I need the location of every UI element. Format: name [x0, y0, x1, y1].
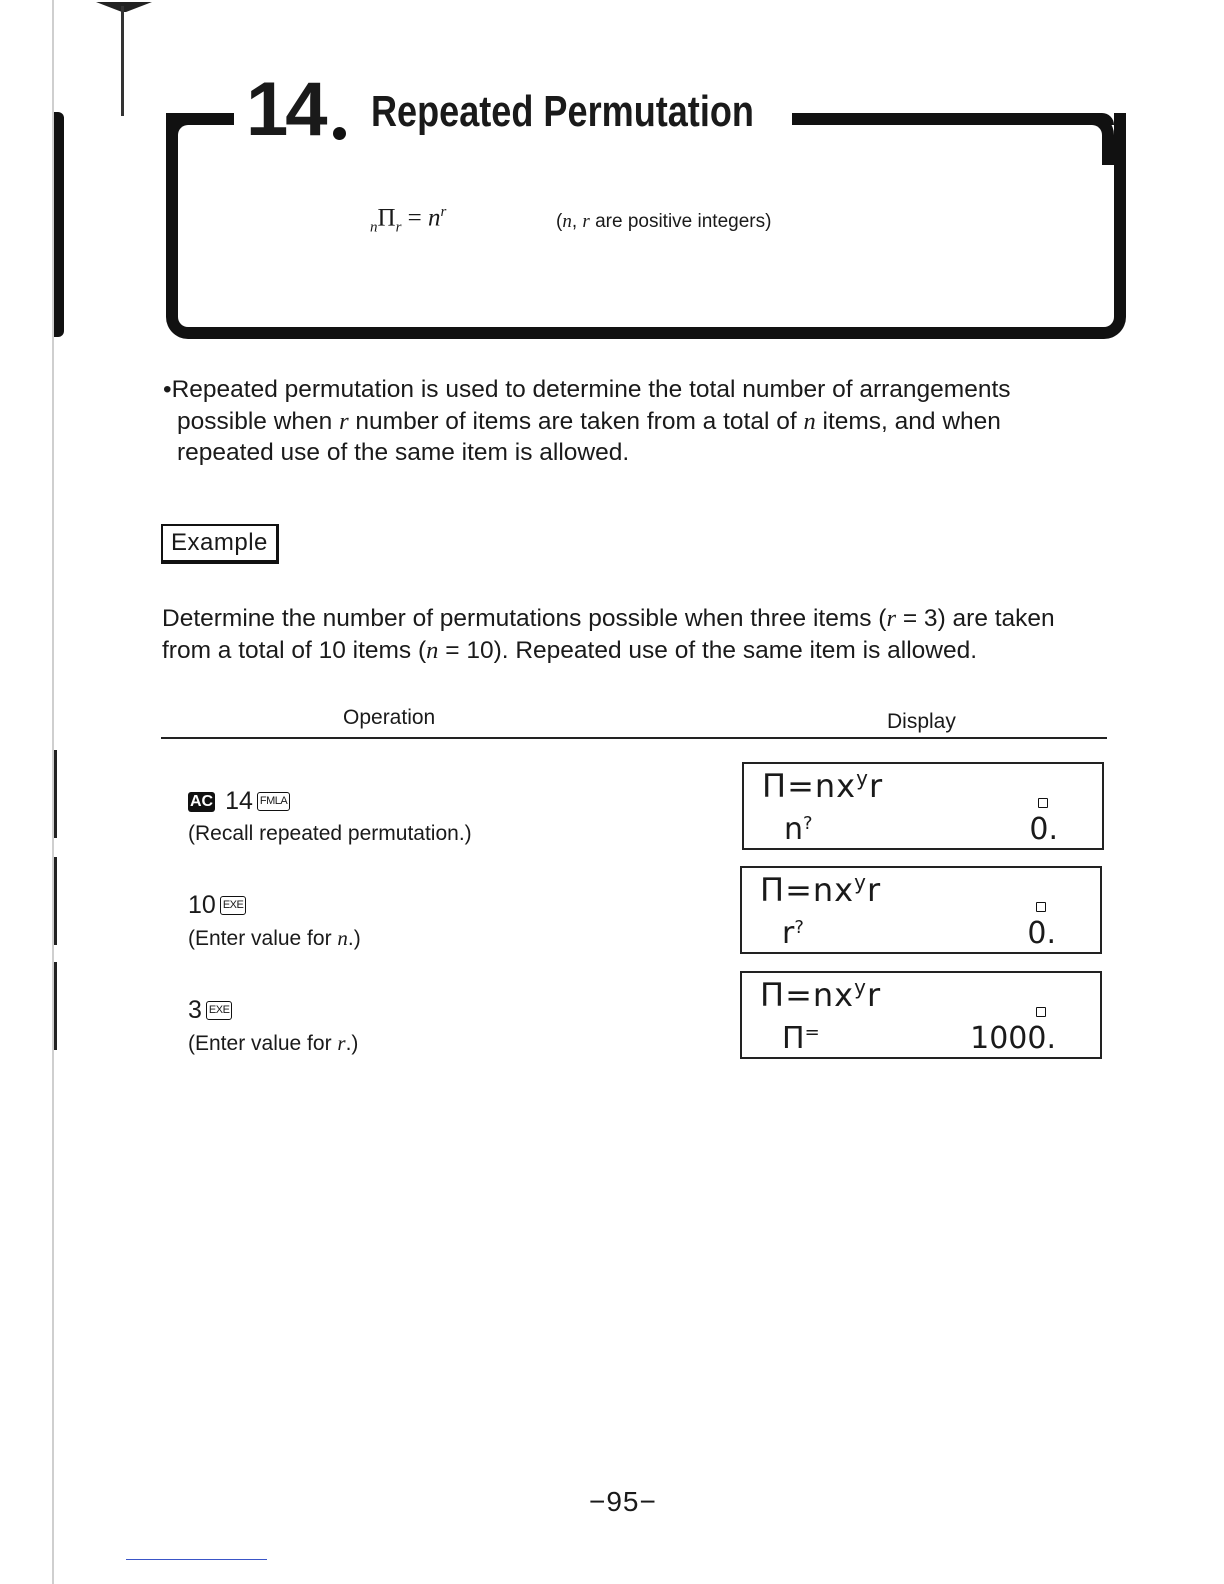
lcd-display [740, 971, 1102, 1059]
lcd-prompt: Π= [782, 1021, 820, 1056]
lcd-value: 0. [1027, 916, 1056, 951]
step-operation [188, 787, 472, 846]
lcd-display [742, 762, 1104, 850]
lcd-indicator-icon [1036, 902, 1046, 912]
key-sequence [188, 787, 472, 816]
ac-key-icon: AC [190, 792, 214, 810]
chapter-title: Repeated Permutation [371, 87, 754, 136]
key-sequence [188, 891, 361, 920]
key-input: 14 [225, 787, 253, 815]
chapter-header-corner [1078, 113, 1114, 165]
key-input: 3 [188, 996, 202, 1024]
lcd-display [740, 866, 1102, 954]
thumb-tab-mark [54, 112, 64, 337]
fmla-key-icon: FMLA [257, 792, 290, 811]
binding-pin-stem [121, 6, 124, 116]
lcd-indicator-icon [1036, 1007, 1046, 1017]
example-problem: Determine the number of permutations possible when three items (r = 3) are taken from a total of 10 items (n = 10). Repeated use of the same item is allowed. [162, 605, 1055, 664]
permutation-formula: $_n\Pi_r = n^r$ [370, 204, 447, 236]
chapter-number: 14 [246, 67, 325, 152]
column-header-display: Display [887, 710, 956, 733]
intro-paragraph: •Repeated permutation is used to determine the total number of arrangements possible when r number of items are taken from a total of n items, and when repeated use of the same item is allowed. [163, 376, 1011, 466]
page-number: −95− [589, 1486, 657, 1517]
step-note: (Recall repeated permutation.) [188, 822, 472, 845]
chapter-number-dot [333, 127, 346, 140]
binding-bar [54, 962, 57, 1050]
key-sequence [188, 996, 358, 1025]
lcd-formula: $\Pi=nx^yr$ [762, 766, 884, 805]
lcd-formula: $\Pi=nx^yr$ [760, 975, 882, 1014]
binding-bar [54, 857, 57, 945]
chapter-header-rule [166, 113, 234, 125]
lcd-indicator-icon [1038, 798, 1048, 808]
formula-note: (n, r are positive integers) [556, 211, 772, 232]
table-header-rule [161, 737, 1107, 739]
step-note: (Enter value for r.) [188, 1031, 359, 1055]
step-operation [188, 996, 358, 1056]
exe-key-icon: EXE [206, 1001, 233, 1020]
lcd-formula: $\Pi=nx^yr$ [760, 870, 882, 909]
binding-bar [54, 750, 57, 838]
bottom-rule [126, 1559, 267, 1560]
lcd-value: 1000. [970, 1021, 1056, 1056]
lcd-prompt: r? [782, 916, 804, 951]
exe-key-icon: EXE [220, 896, 247, 915]
step-operation [188, 891, 361, 951]
example-label: Example [161, 524, 279, 564]
key-input: 10 [188, 891, 216, 919]
lcd-prompt: n? [784, 812, 813, 847]
chapter-header-rule [792, 113, 1114, 125]
binding-pin-icon [96, 0, 152, 14]
lcd-value: 0. [1029, 812, 1058, 847]
column-header-operation: Operation [343, 706, 436, 729]
step-note: (Enter value for n.) [188, 926, 361, 950]
